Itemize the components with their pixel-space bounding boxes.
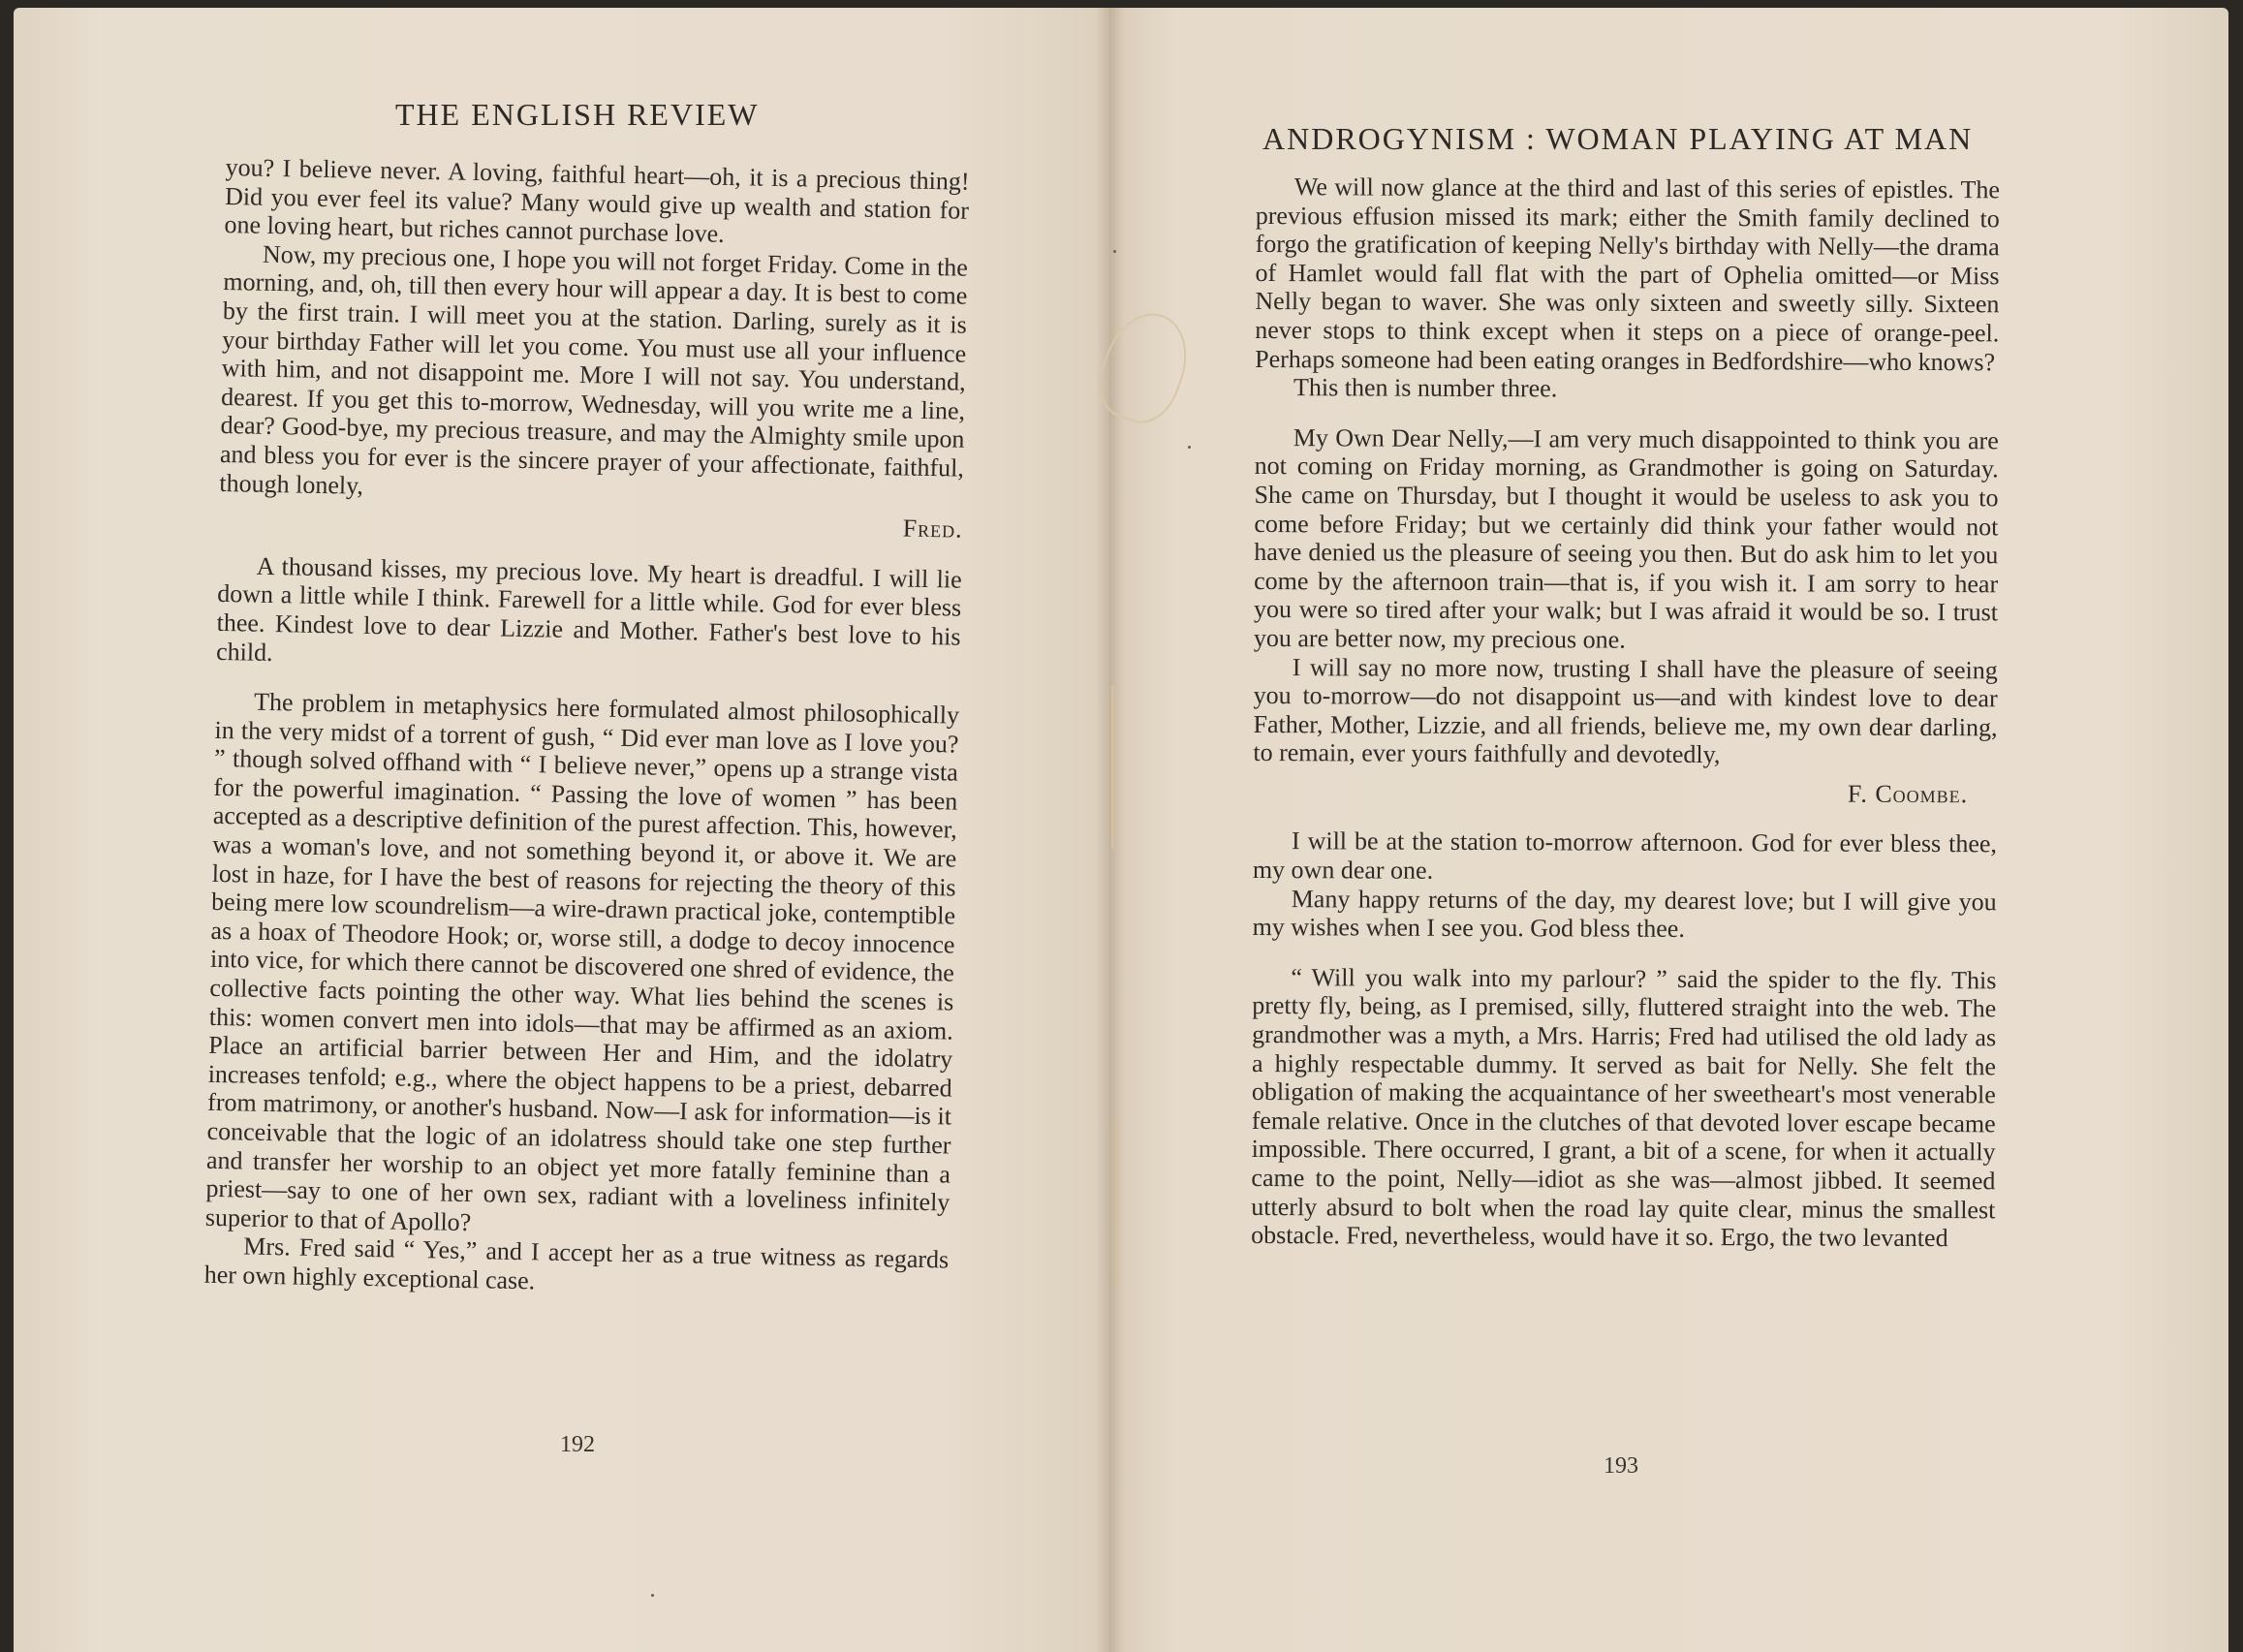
paragraph: Many happy returns of the day, my dearest love; but I will give you my wishes when I see you. God bless thee. <box>1252 884 1997 944</box>
letter-paragraph: My Own Dear Nelly,—I am very much disappointed to think you are not coming on Friday morning, as Grandmother is going on Saturday. She came on Thursday, but I thought it would be useless to ask you to come before Friday; but we certainly did think your father would not have denied us the pleasure of seeing you then. But do ask him to let you come by the afternoon train—that is, if you wish it. I am sorry to hear you were so tired after your walk; but I was afraid it would be so. I trust you are better now, my precious one. <box>1253 422 1999 654</box>
paragraph: “ Will you walk into my parlour? ” said the spider to the fly. This pretty fly, being, as I premised, silly, fluttered straight into the web. The grandmother was a myth, a Mrs. Harris; Fred had utilised the old lady as a highly respectable dummy. It served as bait for Nelly. She felt the obligation of making the acquaintance of her sweetheart's most venerable female relative. Once in the clutches of that devoted lover escape became impossible. There occurred, I grant, a bit of a scene, for when it actually came to the point, Nelly—idiot as she was—almost jibbed. It seemed utterly absurd to bolt when the road lay quite clear, minus the smallest obstacle. Fred, nevertheless, would have it so. Ergo, the two levanted <box>1251 963 1997 1253</box>
paragraph: The problem in metaphysics here formulated almost philosophically in the very midst of a torrent of gush, “ Did ever man love as I love you? ” though solved offhand with “ I believe never,” opens up a strange vista for the powerful imagination. “ Passing the love of women ” has been accepted as a descriptive definition of the purest affection. This, however, was a woman's love, and not something beyond it, or above it. We are lost in haze, for I have the best of reasons for rejecting the theory of this being mere low scoundrelism—a wire-drawn practical joke, contemptible as a hoax of Theodore Hook; or, worse still, a dodge to decoy innocence into vice, for which there cannot be discovered one shred of evidence, the collective facts pointing the other way. What lies behind the scenes is this: women convert men into idols—that may be affirmed as an axiom. Place an artificial barrier between Her and Him, and the idolatry increases tenfold; e.g., where the object happens to be a priest, debarred from matrimony, or another's husband. Now—I ask for information—is it conceivable that the logic of an idolatress should take one step further and transfer her worship to an object yet more fatally feminine than a priest—say to one of her own sex, radiant with a loveliness infinitely superior to that of Apollo? <box>204 687 960 1236</box>
running-head: ANDROGYNISM : WOMAN PLAYING AT MAN <box>1262 121 1974 156</box>
paragraph: Mrs. Fred said “ Yes,” and I accept her as a true witness as regards her own highly exceptional case. <box>203 1231 950 1295</box>
paragraph: This then is number three. <box>1293 373 1558 403</box>
binding-thread <box>1115 1122 1118 1283</box>
paper-speck <box>1113 250 1116 253</box>
book-gutter <box>1095 8 1124 1652</box>
signature: F. Coombe. <box>1847 779 1969 809</box>
paragraph: We will now glance at the third and last of this series of epistles. The previous effusion missed its mark; either the Smith family declined to forgo the gratification of keeping Nelly's birthday with Nelly—the drama of Hamlet would fall flat with the part of Ophelia omitted—or Miss Nelly began to waver. She was only sixteen and sweetly silly. Sixteen never stops to think except when it steps on a piece of orange-peel. Perhaps someone had been eating oranges in Bedfordshire—who knows? <box>1255 172 2000 376</box>
paper-speck <box>651 1594 654 1597</box>
right-page-text <box>1251 172 2000 1253</box>
paragraph: I will be at the station to-morrow afternoon. God for ever bless thee, my own dear one. <box>1252 826 1998 885</box>
page-number: 193 <box>1604 1453 1638 1479</box>
running-head: THE ENGLISH REVIEW <box>395 97 760 132</box>
signature: Fred. <box>902 514 963 544</box>
paper-speck <box>1188 446 1191 449</box>
paragraph: Now, my precious one, I hope you will not forget Friday. Come in the morning, and, oh, till then every hour will appear a day. It is best to come by the first train. I will meet you at the station. Darling, surely as it is your birthday Father will let you come. You must use all your influence with him, and not disappoint me. More I will not say. You understand, dearest. If you get this to-morrow, Wednesday, will you write me a line, dear? Good-bye, my precious treasure, and may the Almighty smile upon and bless you for ever is the sincere prayer of your affectionate, faithful, though lonely, <box>219 239 969 500</box>
paragraph: you? I believe never. A loving, faithful heart—oh, it is a precious thing! Did you ever feel its value? Many would give up wealth and station for one loving heart, but riches cannot purchase love. <box>224 153 970 249</box>
letter-paragraph: I will say no more now, trusting I shall have the pleasure of seeing you to-morrow—do not disappoint us—and with kindest love to dear Father, Mother, Lizzie, and all friends, believe me, my own dear darling, to remain, ever yours faithfully and devotedly, <box>1253 652 1998 769</box>
paragraph: A thousand kisses, my precious love. My heart is dreadful. I will lie down a little while I think. Farewell for a little while. God for ever bless thee. Kindest love to dear Lizzie and Mother. Father's best love to his child. <box>215 551 962 667</box>
left-page-text <box>203 153 969 1303</box>
page-number: 192 <box>560 1432 595 1457</box>
binding-thread <box>1111 686 1114 849</box>
